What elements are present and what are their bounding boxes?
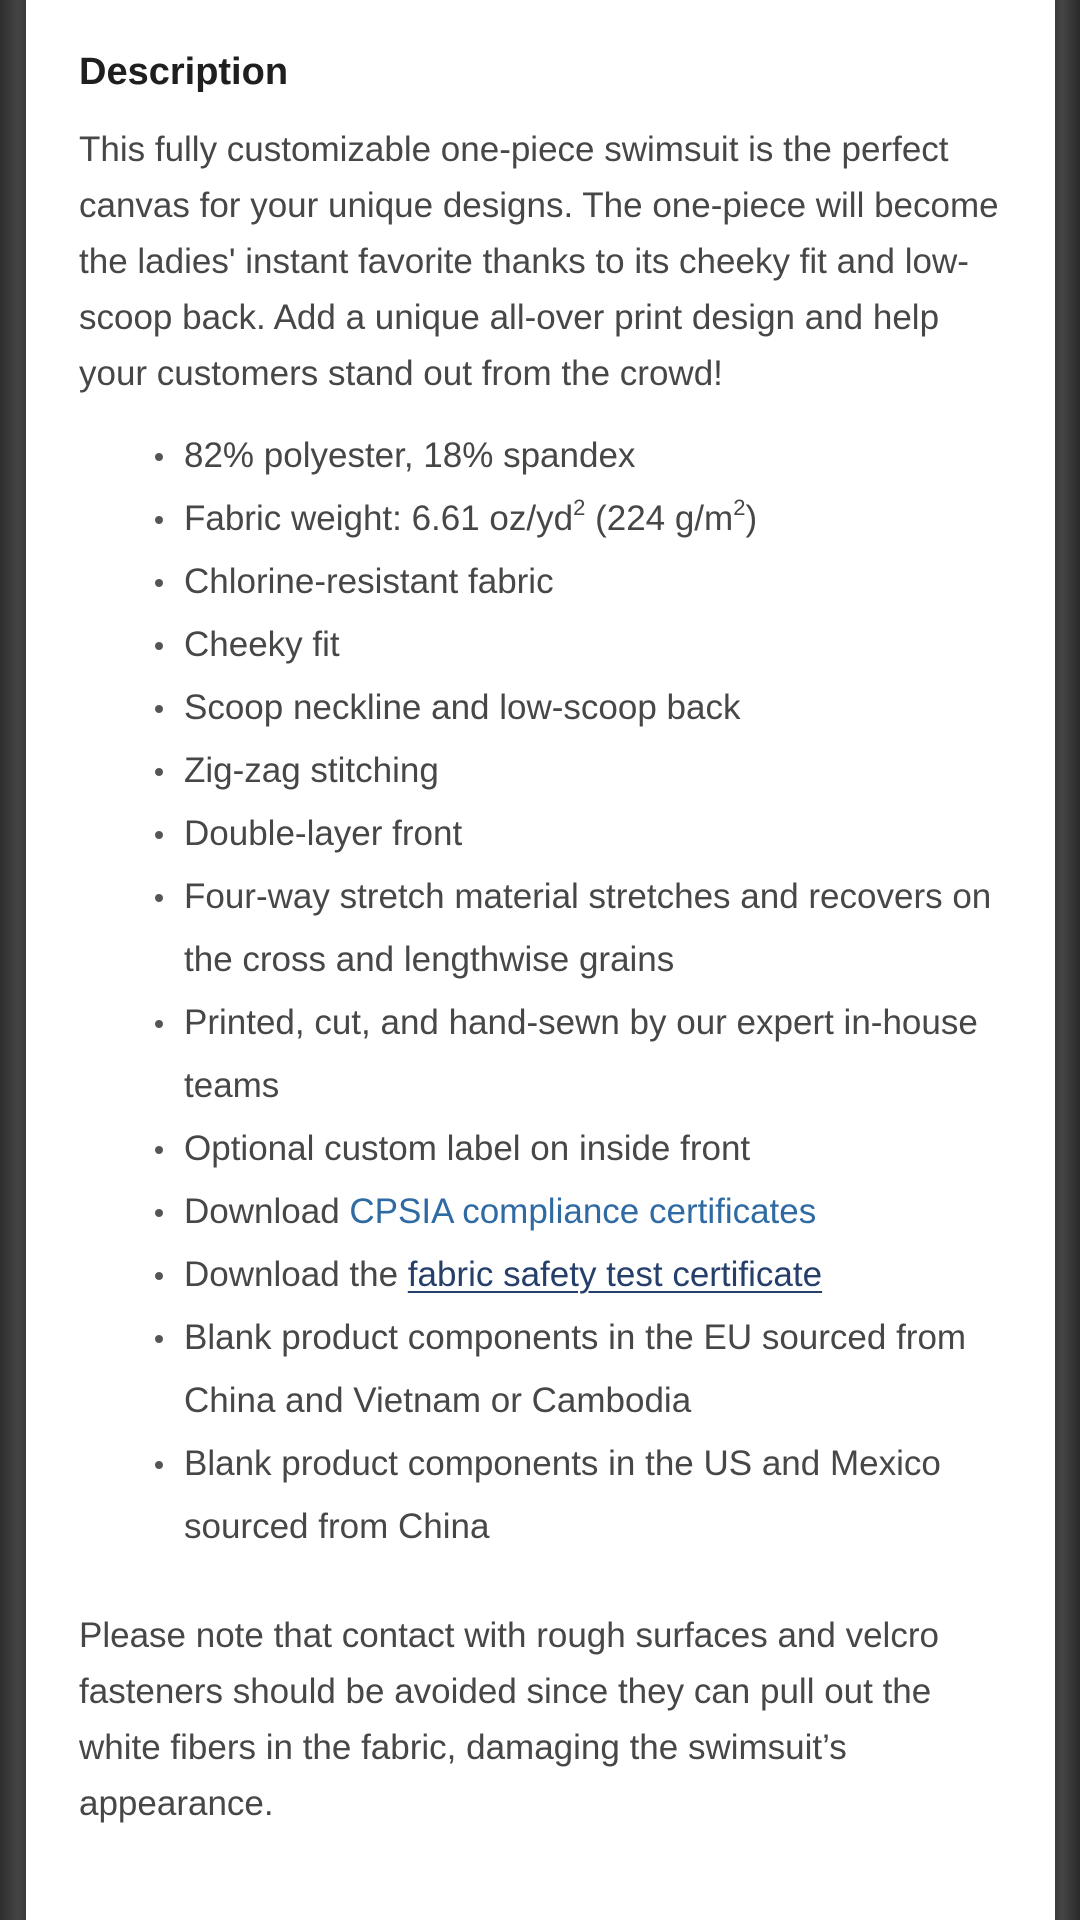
description-intro: This fully customizable one-piece swimsuit is the perfect canvas for your unique designs. The one-piece will become the ladies' instant favorite thanks to its cheeky fit and low-scoop back. Add a unique all-over print design and help your customers stand out from the crowd! — [79, 130, 999, 393]
feature-text: Double-layer front — [184, 814, 463, 853]
feature-text: Cheeky fit — [184, 625, 340, 664]
feature-text: 82% polyester, 18% spandex — [184, 436, 636, 475]
feature-item — [184, 424, 1003, 487]
feature-text: Fabric weight: 6.61 oz/yd — [184, 499, 574, 538]
feature-text: Download the — [184, 1255, 408, 1294]
feature-item — [184, 1180, 1003, 1243]
bullet-icon — [155, 1146, 163, 1154]
superscript: 2 — [733, 495, 746, 521]
description-heading: Description — [79, 51, 289, 93]
feature-text: Scoop neckline and low-scoop back — [184, 688, 741, 727]
feature-item — [184, 1243, 1003, 1306]
bullet-icon — [155, 894, 163, 902]
feature-item — [184, 487, 1003, 550]
feature-item — [184, 865, 1003, 991]
fabric-safety-certificate-link[interactable]: fabric safety test certificate — [407, 1255, 823, 1294]
feature-list — [79, 424, 1003, 1558]
feature-item — [184, 991, 1003, 1117]
feature-text: Download — [184, 1192, 350, 1231]
feature-text: (224 g/m — [585, 499, 734, 538]
bullet-icon — [155, 831, 163, 839]
bullet-icon — [155, 1020, 163, 1028]
bullet-icon — [155, 642, 163, 650]
feature-text: Zig-zag stitching — [184, 751, 439, 790]
feature-item — [184, 1432, 1003, 1558]
bullet-icon — [155, 453, 163, 461]
feature-text: Printed, cut, and hand-sewn by our expert in-house teams — [184, 1003, 978, 1105]
bullet-icon — [155, 516, 163, 524]
care-note: Please note that contact with rough surfaces and velcro fasteners should be avoided since they can pull out the white fibers in the fabric, damaging the swimsuit’s appearance. — [79, 1616, 939, 1823]
bullet-icon — [155, 768, 163, 776]
bullet-icon — [155, 1461, 163, 1469]
feature-item — [184, 802, 1003, 865]
bullet-icon — [155, 1272, 163, 1280]
bullet-icon — [155, 579, 163, 587]
feature-text: Chlorine-resistant fabric — [184, 562, 554, 601]
feature-item — [184, 613, 1003, 676]
feature-item — [184, 739, 1003, 802]
feature-text: ) — [745, 499, 758, 538]
cpsia-certificates-link[interactable]: CPSIA compliance certificates — [349, 1192, 817, 1231]
feature-text: Four-way stretch material stretches and recovers on the cross and lengthwise grains — [184, 877, 992, 979]
description-modal — [26, 0, 1055, 1920]
bullet-icon — [155, 705, 163, 713]
bullet-icon — [155, 1209, 163, 1217]
backdrop-left-edge — [0, 0, 26, 1920]
feature-text: Blank product components in the EU sourced from China and Vietnam or Cambodia — [184, 1318, 967, 1420]
backdrop-right-edge — [1055, 0, 1080, 1920]
feature-item — [184, 550, 1003, 613]
superscript: 2 — [573, 495, 586, 521]
feature-item — [184, 676, 1003, 739]
feature-text: Blank product components in the US and Mexico sourced from China — [184, 1444, 941, 1546]
feature-item — [184, 1306, 1003, 1432]
bullet-icon — [155, 1335, 163, 1343]
feature-text: Optional custom label on inside front — [184, 1129, 751, 1168]
feature-item — [184, 1117, 1003, 1180]
